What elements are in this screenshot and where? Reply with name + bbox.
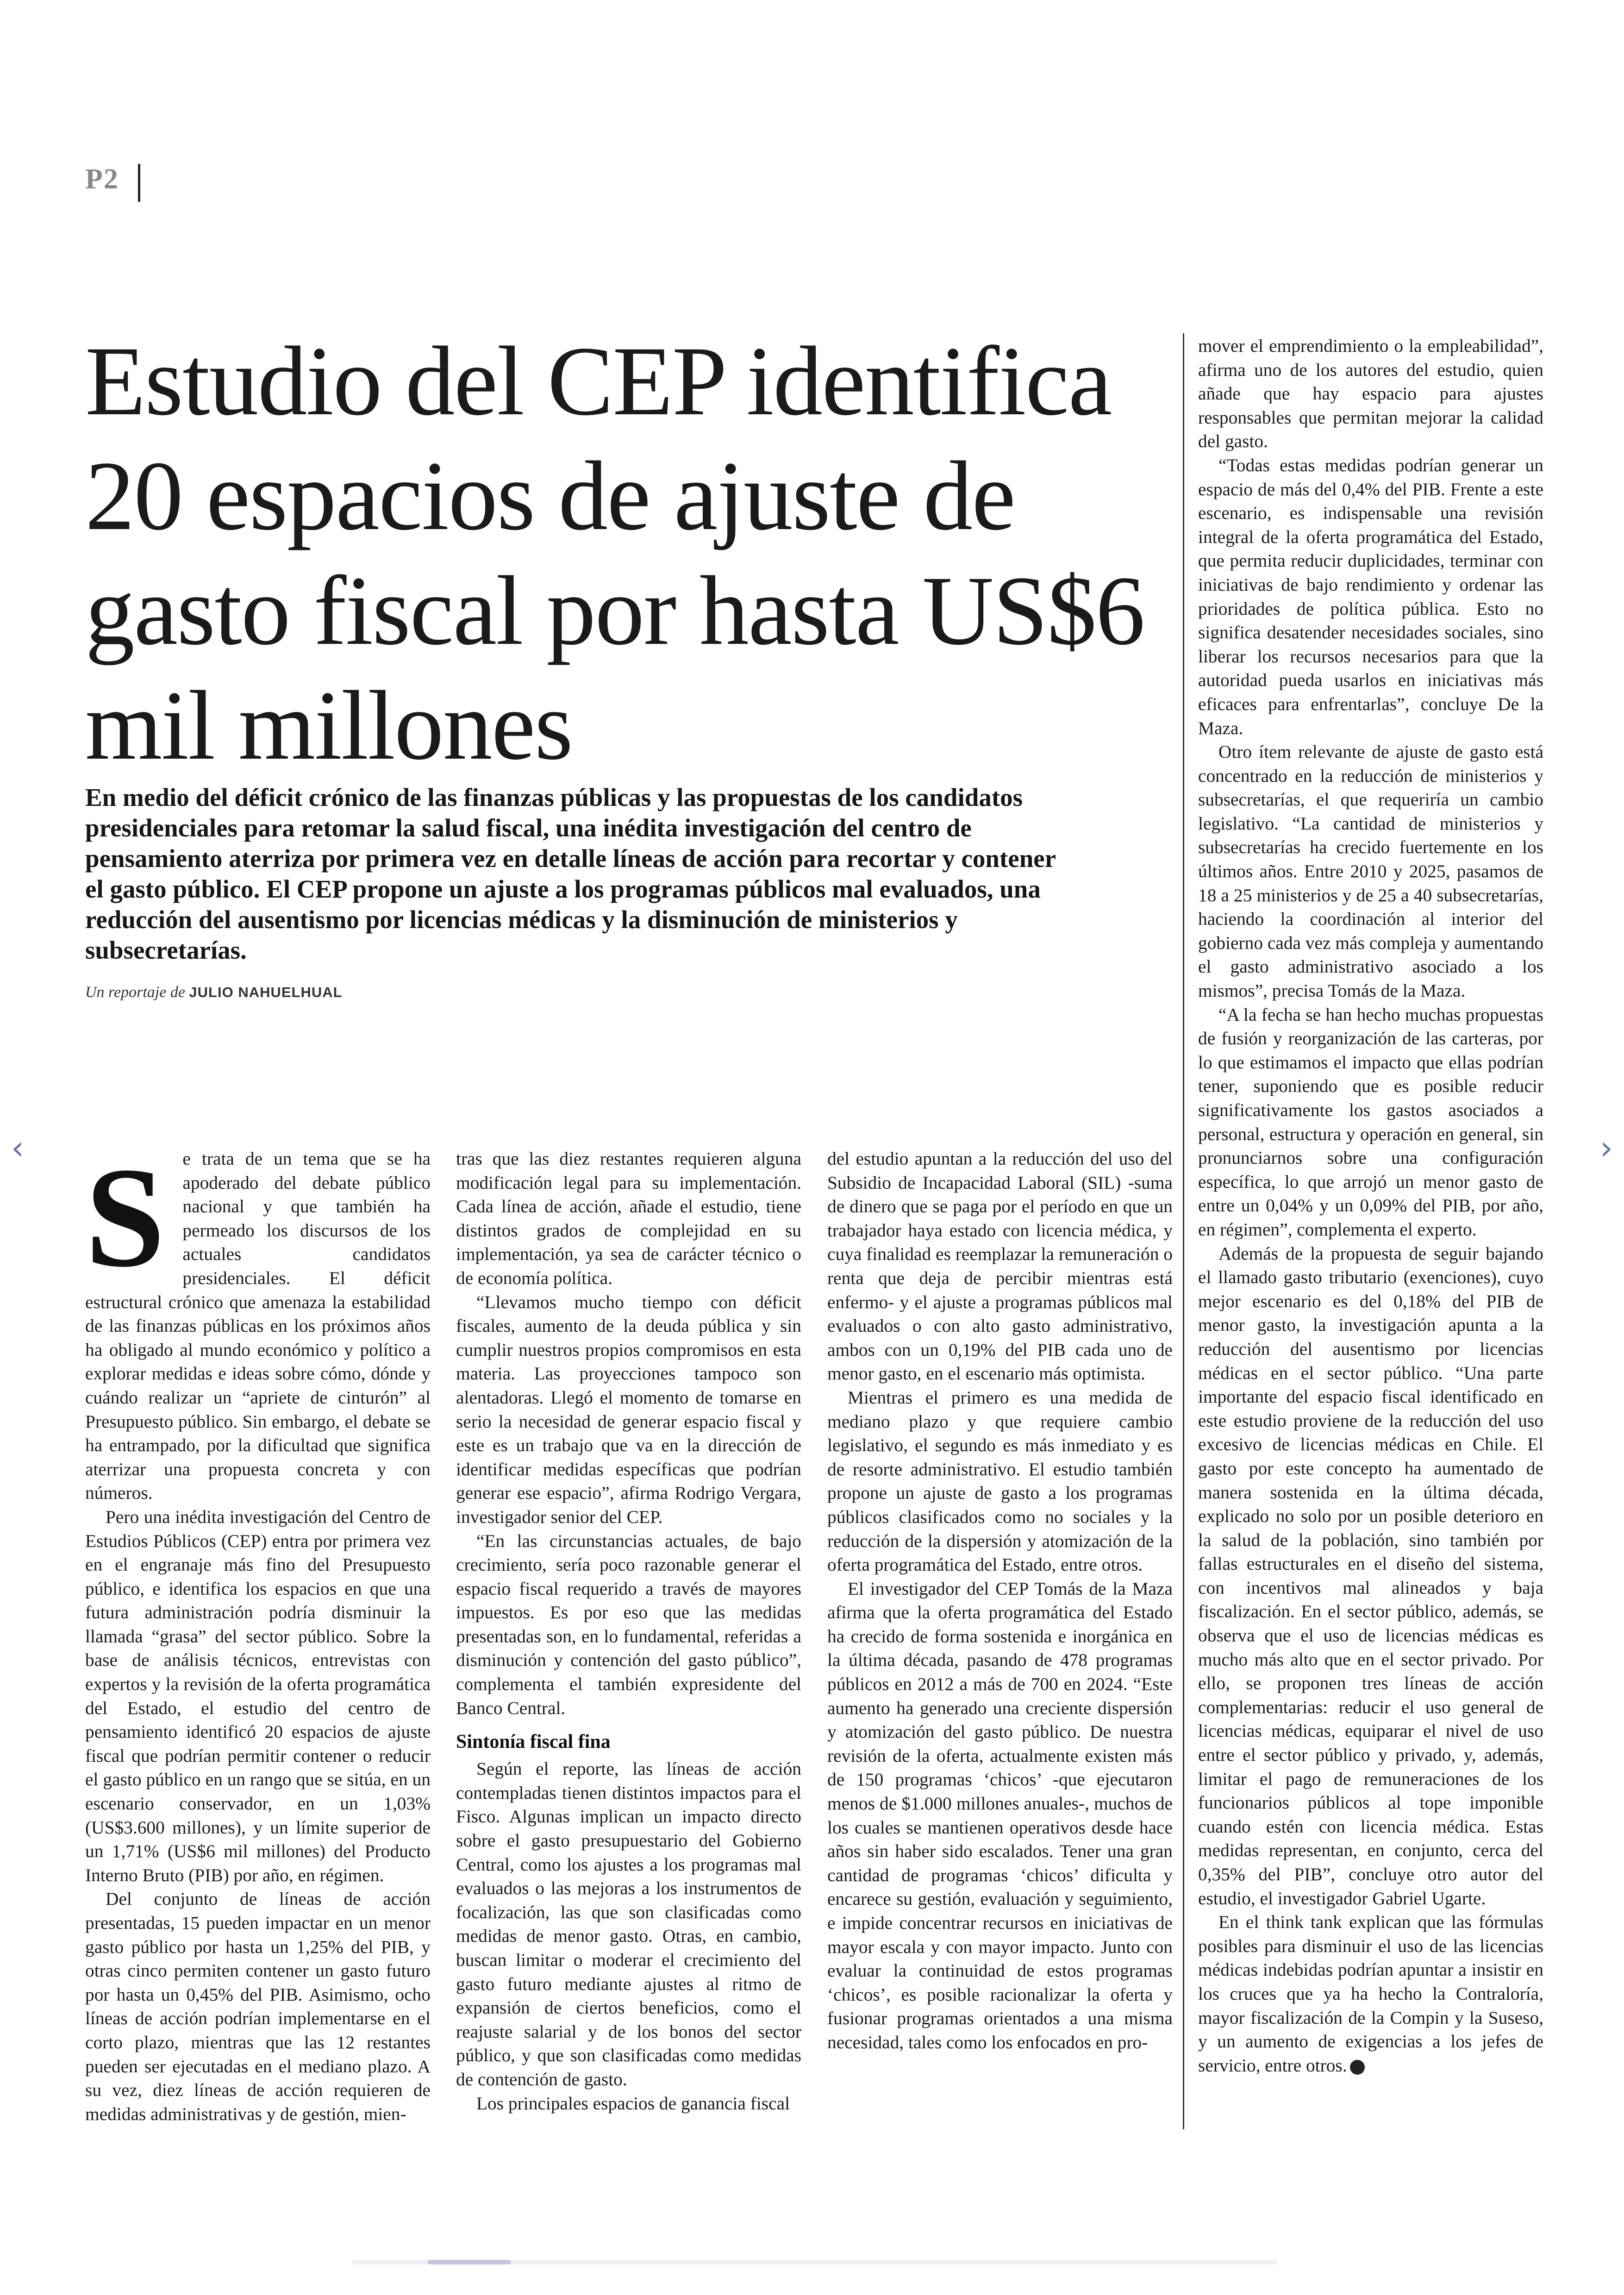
column-divider <box>1183 333 1184 2129</box>
page-number: P2 <box>85 163 119 195</box>
section-subhead: Sintonía fiscal fina <box>456 1731 611 1753</box>
body-paragraph: “A la fecha se han hecho muchas propuestas de fusión y reorganización de las carteras, por lo que estimamos el impacto que ellas podrían tener, suponiendo que es posible reducir significativamente los gastos asociados a personal, estructura y operación en general, sin pronunciarnos sobre una configuración específica, lo que arrojó un menor gasto de entre un 0,04% y un 0,09% del PIB, por año, en régimen”, complementa el experto. <box>1198 1004 1543 1240</box>
body-paragraph-last <box>1198 1910 1543 2077</box>
drop-cap: S <box>85 1138 165 1297</box>
body-paragraph: El investigador del CEP Tomás de la Maza afirma que la oferta programática del Estado ha crecido de forma sostenida e inorgánica en la última década, pasando de 478 programas públicos en 2012 a más de 700 en 2024. “Este aumento ha generado una creciente dispersión y atomización del gasto público. De nuestra revisión de la oferta, actualmente existen más de 150 programas ‘chicos’ -que ejecutaron menos de $1.000 millones anuales-, muchos de los cuales se mantienen operativos desde hace años sin haber sido escalados. Tener una gran cantidad de programas ‘chicos’ dificulta y encarece su gestión, evaluación y seguimiento, e impide concentrar recursos en iniciativas de mayor escala y con mayor impacto. Junto con evaluar la continuidad de estos programas ‘chicos’, es posible racionalizar la oferta y fusionar programas orientados a una misma necesidad, tales como los enfocados en pro- <box>827 1578 1173 2052</box>
body-paragraph-text: En el think tank explican que las fórmulas posibles para disminuir el uso de las licencias médicas indebidas podrían apuntar a insistir en los cruces que ya ha hecho la Contraloría, mayor fiscalización de la Compin y la Suseso, y un aumento de exigencias a los jefes de servicio, entre otros. <box>1198 1912 1543 2076</box>
page-scroll-thumb[interactable] <box>428 2260 511 2264</box>
body-paragraph: tras que las diez restantes requieren alguna modificación legal para su implementación. Cada línea de acción, añade el estudio, tiene distintos grados de complejidad en su implementación, ya sea de carácter técnico o de economía política. <box>456 1148 801 1288</box>
body-paragraph: Además de la propuesta de seguir bajando el llamado gasto tributario (exenciones), cuyo mejor escenario es del 0,18% del PIB de menor gasto, la investigación apunta a la reducción del ausentismo por licencias médicas en el sector público. “Una parte importante del espacio fiscal identificado en este estudio proviene de la reducción del uso excesivo de licencias médicas en Chile. El gasto por este concepto ha aumentado de manera sostenida en la última década, explicado no solo por un posible deterioro en la salud de la población, sino también por fallas estructurales en el diseño del sistema, con incentivos mal alineados y baja fiscalización. En el sector público, además, se observa que el uso de licencias médicas es mucho más alto que en el sector privado. Por ello, se proponen tres líneas de acción complementarias: reducir el uso general de licencias médicas, equiparar el nivel de uso entre el sector público y privado, y, además, limitar el pago de remuneraciones de los funcionarios públicos al tope imponible cuando estén con licencia médica. Estas medidas representan, en conjunto, cerca del 0,35% del PIB”, concluye otro autor del estudio, el investigador Gabriel Ugarte. <box>1198 1243 1543 1908</box>
body-paragraph: Del conjunto de líneas de acción presentadas, 15 pueden impactar en un menor gasto público por hasta un 1,25% del PIB, y otras cinco permiten contener un gasto futuro por hasta un 0,45% del PIB. Asimismo, ocho líneas de acción podrían implementarse en el corto plazo, mientras que las 12 restantes pueden ser ejecutadas en el mediano plazo. A su vez, diez líneas de acción requieren de medidas administrativas y de gestión, mien- <box>85 1889 431 2124</box>
body-paragraph: Pero una inédita investigación del Centro de Estudios Públicos (CEP) entra por primera vez en el engranaje más fino del Presupuesto público, e identifica los espacios en que una futura administración podría disminuir la llamada “grasa” del sector público. Sobre la base de análisis técnicos, entrevistas con expertos y la revisión de la oferta programática del Estado, el estudio del centro de pensamiento identificó 20 espacios de ajuste fiscal que podrían permitir contener o reducir el gasto público en un rango que se sitúa, en un escenario conservador, en un 1,03% (US$3.600 millones), y un límite superior de un 1,71% (US$6 mil millones) del Producto Interno Bruto (PIB) por año, en régimen. <box>85 1506 431 1885</box>
body-paragraph: “Llevamos mucho tiempo con déficit fiscales, aumento de la deuda pública y sin cumplir nuestros propios compromisos en esta materia. Las proyecciones tampoco son alentadoras. Llegó el momento de tomarse en serio la necesidad de generar espacio fiscal y este es un trabajo que va en la dirección de identificar medidas específicas que podrían generar ese espacio”, afirma Rodrigo Vergara, investigador senior del CEP. <box>456 1291 801 1527</box>
body-paragraph: “Todas estas medidas podrían generar un espacio de más del 0,4% del PIB. Frente a este escenario, es indispensable una revisión integral de la oferta programática del Estado, que permita reducir duplicidades, terminar con iniciativas de bajo rendimiento y ordenar las prioridades de política pública. Esto no significa desatender necesidades sociales, sino liberar los recursos necesarios para que la autoridad pueda usarlos en iniciativas más eficaces para enfrentarlas”, concluye De la Maza. <box>1198 455 1543 738</box>
body-column-2 <box>456 1147 801 2115</box>
article-deck: En medio del déficit crónico de las finanzas públicas y las propuestas de los candidatos presidenciales para retomar la salud fiscal, una inédita investigación del centro de pensamiento aterriza por primera vez en detalle líneas de acción para recortar y contener el gasto público. El CEP propone un ajuste a los programas públicos mal evaluados, una reducción del ausentismo por licencias médicas y la disminución de ministerios y subsecretarías. <box>85 783 1056 964</box>
body-paragraph: Mientras el primero es una medida de mediano plazo y que requiere cambio legislativo, el segundo es más inmediato y es de resorte administrativo. El estudio también propone un ajuste de gasto a los programas públicos clasificados como no sociales y la reducción de la dispersión y atomización de la oferta programática del Estado, entre otros. <box>827 1387 1173 1575</box>
byline <box>85 984 343 1001</box>
body-paragraph: mover el emprendimiento o la empleabilidad”, afirma uno de los autores del estudio, quien añade que hay espacio para ajustes responsables que permitan mejorar la calidad del gasto. <box>1198 336 1543 452</box>
page-scroll-track[interactable] <box>352 2260 1278 2264</box>
body-paragraph: Según el reporte, las líneas de acción contempladas tienen distintos impactos para el Fisco. Algunas implican un impacto directo sobre el gasto presupuestario del Gobierno Central, como los ajustes a los programas mal evaluados o las mejoras a los instrumentos de focalización, las que son clasificadas como medidas de menor gasto. Otras, en cambio, buscan limitar o moderar el crecimiento del gasto futuro mediante ajustes al ritmo de expansión de ciertos beneficios, como el reajuste salarial y de los bonos del sector público, y que son clasificadas como medidas de contención de gasto. <box>456 1759 801 2089</box>
byline-prefix: Un reportaje de <box>85 984 185 1001</box>
body-paragraph: Los principales espacios de ganancia fiscal <box>476 2093 790 2114</box>
body-paragraph: Otro ítem relevante de ajuste de gasto está concentrado en la reducción de ministerios y subsecretarías, el que requeriría un cambio legislativo. “La cantidad de ministerios y subsecretarías ha crecido fuertemente en los últimos años. Entre 2010 y 2025, pasamos de 18 a 25 ministerios y de 25 a 40 subsecretarías, haciendo la coordinación al interior del gobierno cada vez más compleja y aumentando el gasto administrativo asociado a los mismos”, precisa Tomás de la Maza. <box>1198 742 1543 1001</box>
body-column-1 <box>85 1138 431 2126</box>
byline-author: JULIO NAHUELHUAL <box>189 984 343 1000</box>
body-paragraph: del estudio apuntan a la reducción del uso del Subsidio de Incapacidad Laboral (SIL) -suma de dinero que se paga por el período en que un trabajador haya estado con licencia médica, y cuya finalidad es reemplazar la remuneración o renta que deja de percibir mientras está enfermo- y el ajuste a programas públicos mal evaluados o con alto gasto administrativo, ambos con un 0,19% del PIB cada uno de menor gasto, en el escenario más optimista. <box>827 1148 1173 1384</box>
body-column-4 <box>1198 334 1543 2077</box>
body-paragraph: e trata de un tema que se ha apoderado del debate público nacional y que también ha permeado los discursos de los actuales candidatos presidenciales. El déficit estructural crónico que amenaza la estabilidad de las finanzas públicas en los próximos años ha obligado al mundo económico y político a explorar medidas e ideas sobre cómo, dónde y cuándo realizar un “apriete de cinturón” al Presupuesto público. Sin embargo, el debate se ha entrampado, por la dificultad que significa aterrizar una propuesta concreta y con números. <box>85 1148 431 1503</box>
body-column-3 <box>827 1147 1173 2055</box>
page-number-divider <box>138 164 140 202</box>
end-of-article-icon: P <box>1350 2060 1365 2075</box>
body-paragraph: “En las circunstancias actuales, de bajo crecimiento, sería poco razonable generar el espacio fiscal requerido a través de mayores impuestos. Es por eso que las medidas presentadas son, en lo fundamental, referidas a disminución y contención del gasto público”, complementa el también expresidente del Banco Central. <box>456 1530 801 1718</box>
chevron-left-icon[interactable]: ‹ <box>11 1129 24 1167</box>
chevron-right-icon[interactable]: › <box>1600 1129 1613 1167</box>
article-headline: Estudio del CEP identifica 20 espacios de ajuste de gasto fiscal por hasta US$6 mil millones <box>85 326 1144 780</box>
